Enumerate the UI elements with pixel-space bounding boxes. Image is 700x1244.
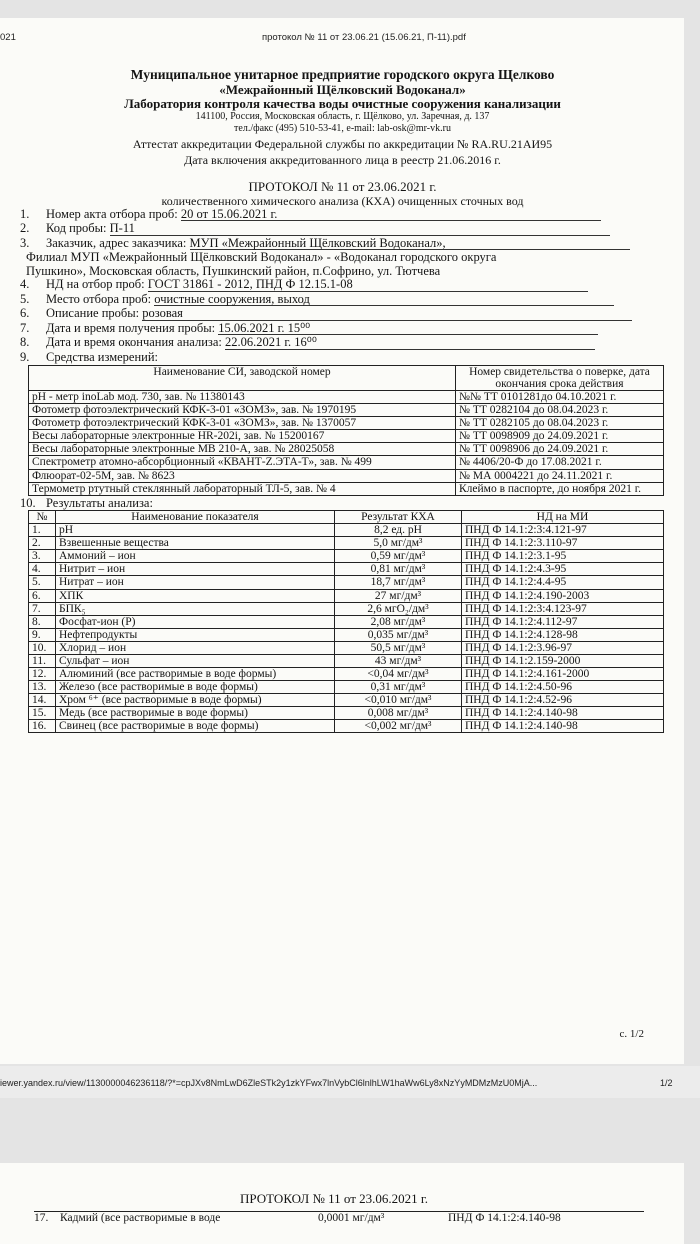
table-row: 9. Нефтепродукты 0,035 мг/дм³ ПНД Ф 14.1:2:4.128-98 — [29, 628, 664, 641]
table-row: 15. Медь (все растворимые в воде формы) 0,008 мг/дм³ ПНД Ф 14.1:2:4.140-98 — [29, 707, 664, 720]
print-footer — [0, 1066, 700, 1098]
page2-protocol-title: ПРОТОКОЛ № 11 от 23.06.2021 г. — [240, 1191, 429, 1206]
table-row: 11. Сульфат – ион 43 мг/дм³ ПНД Ф 14.1:2.159-2000 — [29, 654, 664, 667]
instruments-col-name: Наименование СИ, заводской номер — [29, 366, 456, 391]
table-row: pH - метр inoLab мод. 730, зав. № 11380143 №№ ТТ 0101281до 04.10.2021 г. — [29, 391, 664, 404]
field-sampling-place: 5. Место отбора проб: очистные сооружения, выход — [20, 293, 665, 307]
table-row: 17. Кадмий (все растворимые в воде 0,0001 мг/дм³ ПНД Ф 14.1:2:4.140-98 — [34, 1211, 644, 1224]
field-customer-line2: Филиал МУП «Межрайонный Щёлковский Водоканал» - «Водоканал городского округа — [26, 250, 497, 264]
table-row: Спектрометр атомно-абсорбционный «КВАНТ-Z.ЭТА-Т», зав. № 499 № 4406/20-Ф до 17.08.2021 г. — [29, 456, 664, 469]
table-row: 7. БПК₅ 2,6 мгО₂/дм³ ПНД Ф 14.1:2:3:4.123-97 — [29, 602, 664, 615]
table-row: 4. Нитрит – ион 0,81 мг/дм³ ПНД Ф 14.1:2:4.3-95 — [29, 563, 664, 576]
field-sample-code: 2. Код пробы: П-11 — [20, 222, 665, 236]
instruments-col-cert: Номер свидетельства о поверке, дата окончания срока действия — [456, 366, 664, 391]
table-row: 8. Фосфат-ион (Р) 2,08 мг/дм³ ПНД Ф 14.1:2:4.112-97 — [29, 615, 664, 628]
table-row: 10. Хлорид – ион 50,5 мг/дм³ ПНД Ф 14.1:2:3.96-97 — [29, 641, 664, 654]
scanned-document — [20, 54, 665, 733]
protocol-title: ПРОТОКОЛ № 11 от 23.06.2021 г. — [248, 178, 437, 194]
field-results-label: 10. Результаты анализа: — [20, 495, 153, 510]
org-name-line1: Муниципальное унитарное предприятие городского округа Щелково — [130, 67, 555, 82]
table-row: 5. Нитрат – ион 18,7 мг/дм³ ПНД Ф 14.1:2:4.4-95 — [29, 576, 664, 589]
footer-url: iewer.yandex.ru/view/1130000046236118/?*=cpJXv8NmLwD6ZleSTk2y1zkYFwx7lnVybCl6lnlhLW1haWw6Ly8xNzYyMDMzMzU0MjA... — [0, 1078, 538, 1088]
table-row: 12. Алюминий (все растворимые в воде формы) <0,04 мг/дм³ ПНД Ф 14.1:2:4.161-2000 — [29, 667, 664, 680]
field-instruments-label: 9. Средства измерений: — [20, 349, 158, 364]
results-table — [28, 510, 664, 733]
table-row: Фотометр фотоэлектрический КФК-3-01 «ЗОМЗ», зав. № 1970195 № ТТ 0282104 до 08.04.2023 г. — [29, 404, 664, 417]
field-sample-description: 6. Описание пробы: розовая — [20, 307, 665, 321]
table-row: 13. Железо (все растворимые в воде формы) 0,31 мг/дм³ ПНД Ф 14.1:2:4.50-96 — [29, 680, 664, 693]
field-customer: 3. Заказчик, адрес заказчика: МУП «Межрайонный Щёлковский Водоканал», — [20, 237, 665, 251]
table-row: 3. Аммоний – ион 0,59 мг/дм³ ПНД Ф 14.1:2:3.1-95 — [29, 550, 664, 563]
field-analysis-end-datetime: 8. Дата и время окончания анализа: 22.06.2021 г. 16⁰⁰ — [20, 336, 665, 350]
protocol-subtitle: количественного химического анализа (КХА) очищенных сточных вод — [161, 193, 524, 208]
results-header-row: № Наименование показателя Результат КХА НД на МИ — [29, 511, 664, 524]
org-name-line2: «Межрайонный Щёлковский Водоканал» — [219, 81, 466, 97]
field-customer-line3: Пушкино», Московская область, Пушкинский район, п.Софрино, ул. Тютчева — [26, 263, 441, 278]
table-row: Флюорат-02-5М, зав. № 8623 № МА 0004221 до 24.11.2021 г. — [29, 469, 664, 482]
page-number: с. 1/2 — [619, 1028, 644, 1040]
field-act-number: 1. Номер акта отбора проб: 20 от 15.06.2021 г. — [20, 208, 665, 222]
table-row: Фотометр фотоэлектрический КФК-3-01 «ЗОМЗ», зав. № 1370057 № ТТ 0282105 до 08.04.2023 г. — [29, 417, 664, 430]
pdf-page-2 — [0, 1163, 684, 1244]
table-row: 1. pH 8,2 ед. pH ПНД Ф 14.1:2:3:4.121-97 — [29, 524, 664, 537]
print-header-date: 021 — [0, 32, 16, 43]
table-row: Весы лабораторные электронные HR-202i, зав. № 15200167 № ТТ 0098909 до 24.09.2021 г. — [29, 430, 664, 443]
field-sampling-nd: 4. НД на отбор проб: ГОСТ 31861 - 2012, ПНД Ф 12.15.1-08 — [20, 278, 665, 292]
lab-contacts: тел./факс (495) 510-53-41, e-mail: lab-osk@mr-vk.ru — [234, 122, 451, 134]
lab-name: Лаборатория контроля качества воды очистные сооружения канализации — [124, 95, 561, 111]
footer-page-counter: 1/2 — [660, 1078, 673, 1088]
instruments-header-row — [29, 366, 664, 391]
table-row: Термометр ртутный стеклянный лабораторный ТЛ-5, зав. № 4 Клеймо в паспорте, до ноября 2021 г. — [29, 482, 664, 495]
table-row: 2. Взвешенные вещества 5,0 мг/дм³ ПНД Ф 14.1:2:3.110-97 — [29, 537, 664, 550]
print-header-title: протокол № 11 от 23.06.21 (15.06.21, П-11).pdf — [262, 32, 466, 43]
instruments-table — [28, 365, 664, 496]
field-received-datetime: 7. Дата и время получения пробы: 15.06.2021 г. 15⁰⁰ — [20, 322, 665, 336]
pdf-page-1 — [0, 18, 684, 1064]
table-row: 14. Хром ⁶⁺ (все растворимые в воде формы) <0,010 мг/дм³ ПНД Ф 14.1:2:4.52-96 — [29, 694, 664, 707]
accreditation-date: Дата включения аккредитованного лица в реестр 21.06.2016 г. — [184, 152, 501, 167]
table-row: Весы лабораторные электронные MB 210-A, зав. № 28025058 № ТТ 0098906 до 24.09.2021 г. — [29, 443, 664, 456]
lab-address: 141100, Россия, Московская область, г. Щёлково, ул. Заречная, д. 137 — [195, 110, 490, 122]
table-row: 6. ХПК 27 мг/дм³ ПНД Ф 14.1:2:4.190-2003 — [29, 589, 664, 602]
accreditation-certificate: Аттестат аккредитации Федеральной службы по аккредитации № RA.RU.21АИ95 — [132, 136, 553, 151]
table-row: 16. Свинец (все растворимые в воде формы) <0,002 мг/дм³ ПНД Ф 14.1:2:4.140-98 — [29, 720, 664, 733]
